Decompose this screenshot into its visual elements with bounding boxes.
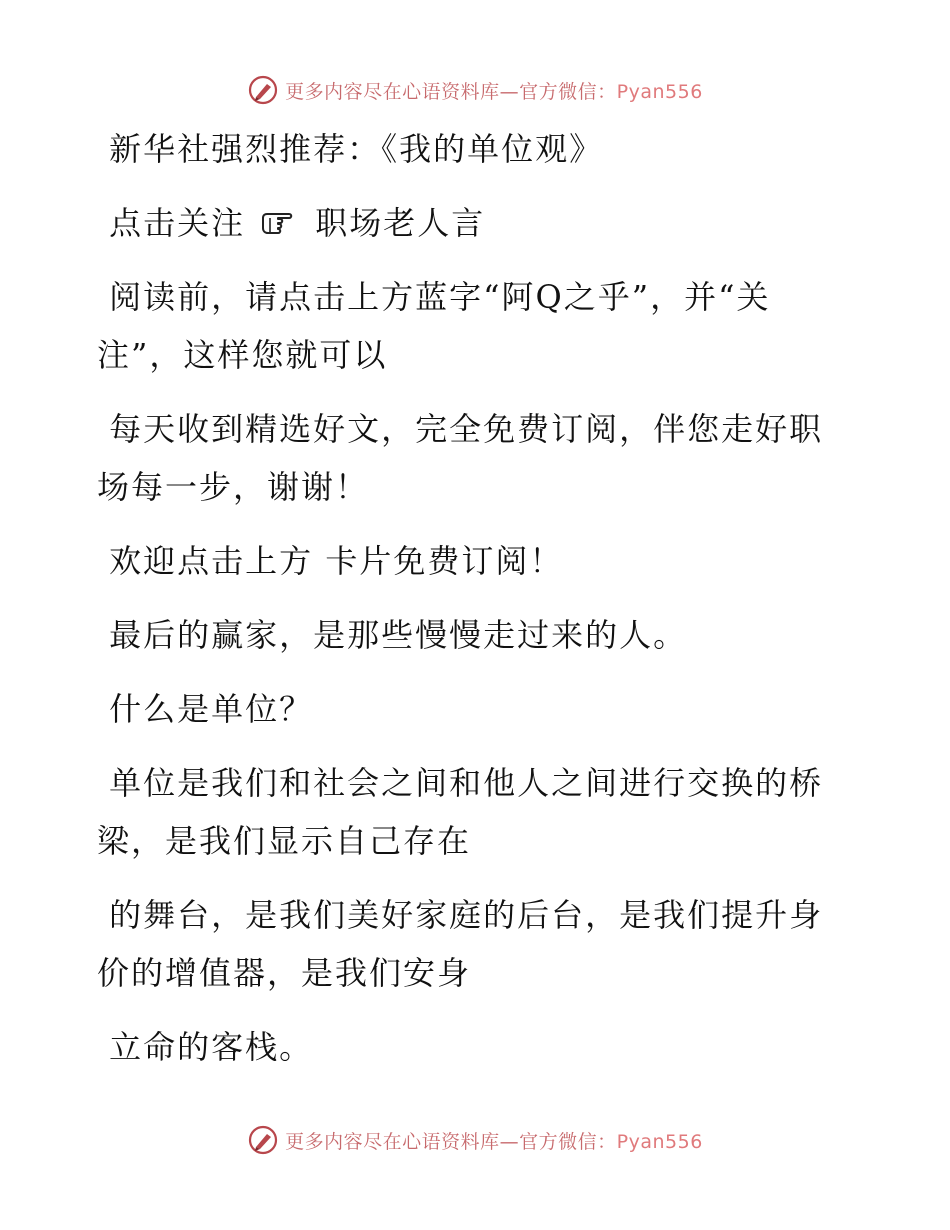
paragraph: 的舞台，是我们美好家庭的后台，是我们提升身价的增值器，是我们安身 — [97, 896, 824, 992]
watermark-text: 更多内容尽在心语资料库—官方微信： — [285, 1130, 617, 1153]
watermark-text: 更多内容尽在心语资料库—官方微信： — [285, 80, 617, 103]
paragraph: 阅读前，请点击上方蓝字“阿Q之乎”，并“关注”，这样您就可以 — [97, 278, 771, 374]
header-watermark — [0, 70, 950, 110]
watermark-handle: Pyan556 — [616, 1130, 703, 1153]
pen-circle-logo-icon — [247, 1124, 279, 1156]
document-body — [97, 120, 837, 1076]
pointing-hand-icon — [259, 209, 301, 237]
follow-suffix: 职场老人言 — [315, 204, 486, 242]
paragraph: 最后的赢家，是那些慢慢走过来的人。 — [97, 616, 688, 654]
pen-circle-logo-icon — [247, 74, 279, 106]
paragraph: 立命的客栈。 — [97, 1028, 314, 1066]
follow-line — [97, 194, 837, 252]
footer-watermark — [0, 1120, 950, 1160]
follow-prefix: 点击关注 — [97, 204, 246, 242]
watermark-handle: Pyan556 — [616, 80, 703, 103]
paragraph: 每天收到精选好文，完全免费订阅，伴您走好职场每一步，谢谢！ — [97, 410, 824, 506]
article-title: 新华社强烈推荐：《我的单位观》 — [97, 130, 604, 168]
paragraph: 欢迎点击上方 卡片免费订阅！ — [97, 542, 564, 580]
paragraph: 什么是单位？ — [97, 690, 314, 728]
paragraph: 单位是我们和社会之间和他人之间进行交换的桥梁，是我们显示自己存在 — [97, 764, 824, 860]
